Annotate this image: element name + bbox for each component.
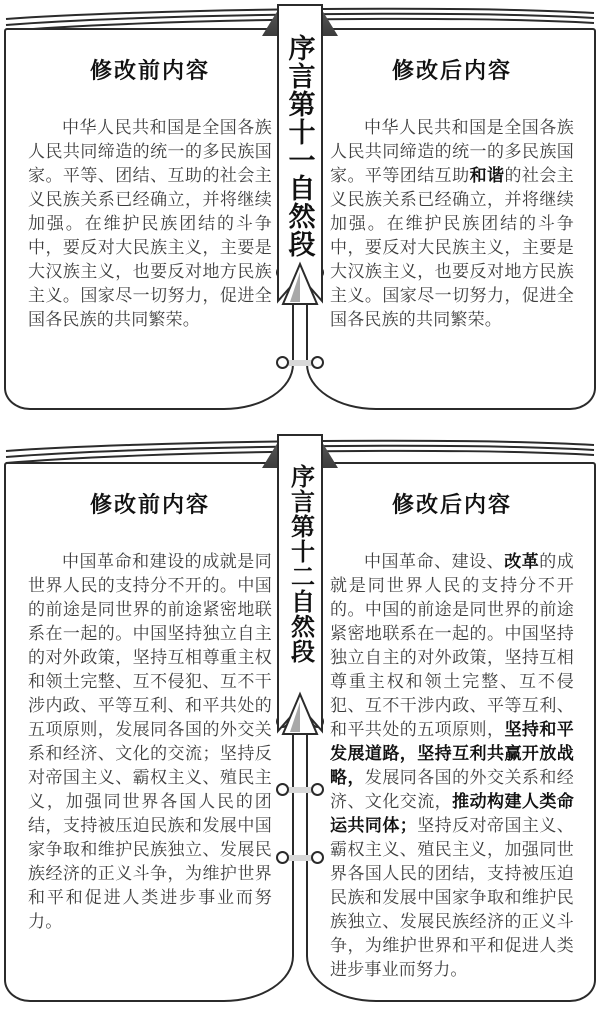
binding-ring-icon	[311, 783, 324, 796]
before-heading: 修改前内容	[89, 58, 210, 83]
binding-rings	[279, 356, 321, 369]
binding-rings	[279, 783, 321, 796]
before-text: 中华人民共和国是全国各族人民共同缔造的统一的多民族国家。平等、团结、互助的社会主义民族关系已经确立，并将继续加强。在维护民族团结的斗争中，要反对大民族主义，主要是大汉族主义，也要反对地方民族主义。国家尽一切努力，促进全国各民族的共同繁荣。	[28, 118, 272, 329]
after-heading: 修改后内容	[391, 58, 512, 83]
after-heading: 修改后内容	[391, 492, 512, 517]
section-ribbon-paragraph-12	[277, 434, 323, 736]
before-heading: 修改前内容	[89, 492, 210, 517]
binding-ring-icon	[311, 851, 324, 864]
binding-bar	[286, 360, 314, 366]
after-page-paragraph-11	[306, 28, 596, 410]
binding-ring-icon	[276, 783, 289, 796]
binding-bar	[286, 855, 314, 861]
after-text: 中国革命、建设、改革的成就是同世界人民的支持分不开的。中国的前途是同世界的前途紧密地联系在一起的。中国坚持独立自主的对外政策，坚持互相尊重主权和领土完整、互不侵犯、互不干涉内政、平等互利、和平共处的五项原则，坚持和平发展道路，坚持互利共赢开放战略，发展同各国的外交关系和经济、文化交流，推动构建人类命运共同体；坚持反对帝国主义、霸权主义、殖民主义，加强同世界各国人民的团结，支持被压迫民族和发展中国家争取和维护民族独立、发展民族经济的正义斗争，为维护世界和平和促进人类进步事业而努力。	[330, 552, 574, 979]
after-text: 中华人民共和国是全国各族人民共同缔造的统一的多民族国家。平等团结互助和谐的社会主义民族关系已经确立，并将继续加强。在维护民族团结的斗争中，要反对大民族主义，主要是大汉族主义，也要反对地方民族主义。国家尽一切努力，促进全国各民族的共同繁荣。	[330, 118, 574, 329]
binding-ring-icon	[311, 356, 324, 369]
binding-ring-icon	[276, 356, 289, 369]
binding-rings	[279, 851, 321, 864]
section-ribbon-paragraph-11	[277, 4, 323, 306]
binding-bar	[286, 787, 314, 793]
before-text: 中国革命和建设的成就是同世界人民的支持分不开的。中国的前途是同世界的前途紧密地联系在一起的。中国坚持独立自主的对外政策，坚持互相尊重主权和领土完整、互不侵犯、互不干涉内政、平等互利、和平共处的五项原则，发展同各国的外交关系和经济、文化的交流；坚持反对帝国主义、霸权主义、殖民主义，加强同世界各国人民的团结，支持被压迫民族和发展中国家争取和维护民族独立、发展民族经济的正义斗争，为维护世界和平和促进人类进步事业而努力。	[28, 552, 272, 931]
ribbon-label: 序言第十一自然段	[284, 34, 315, 258]
binding-ring-icon	[276, 851, 289, 864]
ribbon-label: 序言第十二自然段	[286, 464, 314, 664]
before-page-paragraph-11	[4, 28, 294, 410]
before-page-paragraph-12	[4, 462, 294, 1002]
after-page-paragraph-12	[306, 462, 596, 1002]
